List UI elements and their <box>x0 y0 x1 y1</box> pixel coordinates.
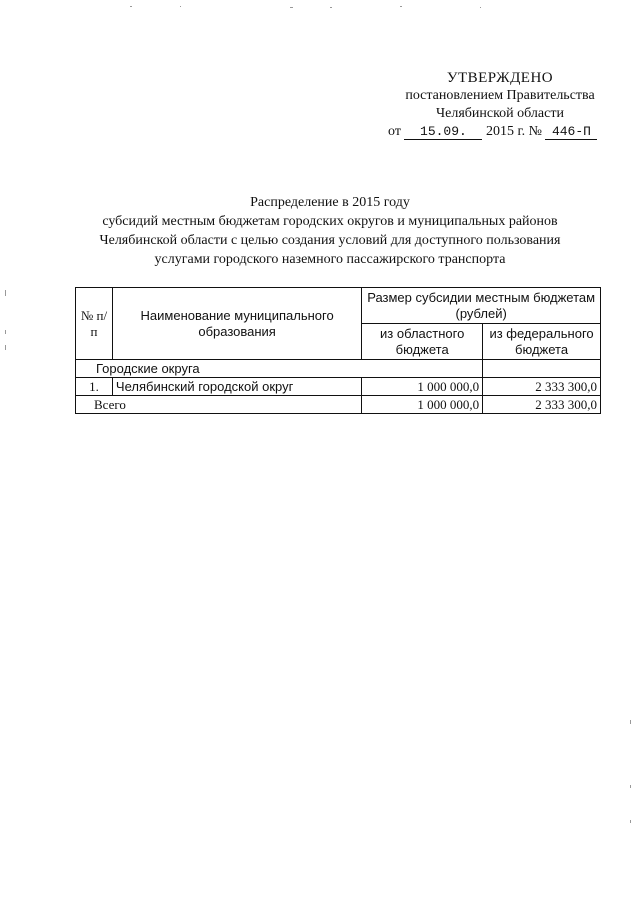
section-row: Городские округа <box>76 360 483 378</box>
header-number: № п/п <box>76 288 113 360</box>
row-federal: 2 333 300,0 <box>483 378 601 396</box>
title-line-3: Челябинской области с целью создания условий для доступного пользования <box>99 233 561 248</box>
total-label: Всего <box>76 396 362 414</box>
approval-heading: УТВЕРЖДЕНО <box>446 70 554 86</box>
title-line-4: услугами городского наземного пассажирского транспорта <box>154 252 506 267</box>
decree-year: 2015 г. № <box>485 124 542 139</box>
approval-line-1: постановлением Правительства <box>405 88 595 103</box>
header-regional: из областного бюджета <box>362 324 483 360</box>
decree-number: 446-П <box>545 125 597 140</box>
total-regional: 1 000 000,0 <box>362 396 483 414</box>
approval-line-2: Челябинской области <box>436 106 564 121</box>
header-name: Наименование муниципального образования <box>112 288 361 360</box>
header-subsidy: Размер субсидии местным бюджетам (рублей) <box>362 288 601 324</box>
row-regional: 1 000 000,0 <box>362 378 483 396</box>
title-line-1: Распределение в 2015 году <box>250 195 410 210</box>
total-federal: 2 333 300,0 <box>483 396 601 414</box>
row-name: Челябинский городской округ <box>112 378 361 396</box>
title-line-2: субсидий местным бюджетам городских округов и муниципальных районов <box>102 214 558 229</box>
row-number: 1. <box>76 378 113 396</box>
decree-date: 15.09. <box>404 125 482 140</box>
header-federal: из федерального бюджета <box>483 324 601 360</box>
from-label: от <box>388 124 401 139</box>
